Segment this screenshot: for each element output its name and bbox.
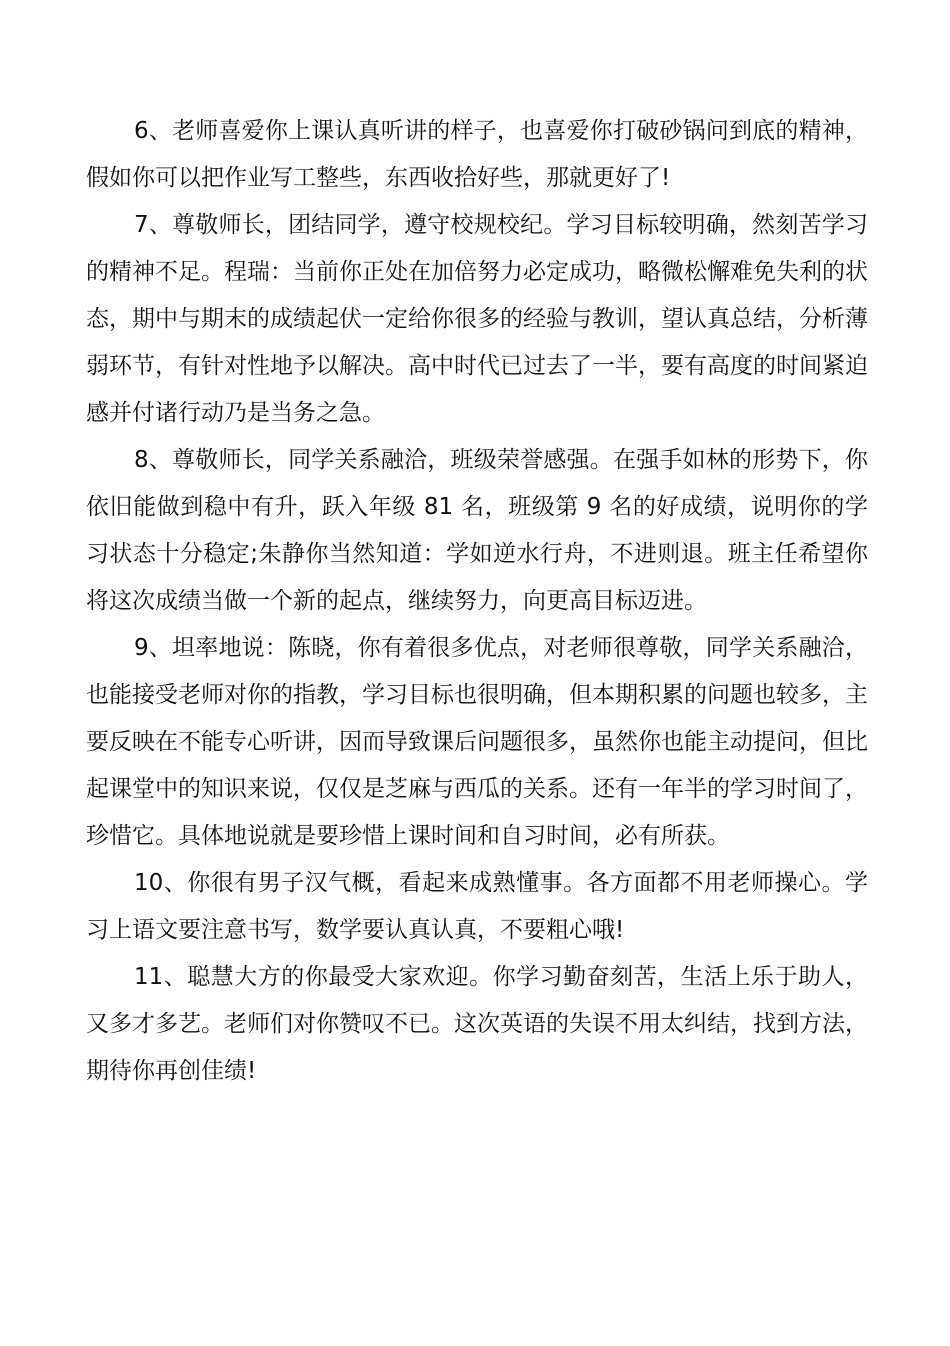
comment-paragraph-6: 6、老师喜爱你上课认真听讲的样子，也喜爱你打破砂锅问到底的精神，假如你可以把作业写工整些，东西收拾好些，那就更好了! (86, 118, 868, 191)
comment-paragraph-8: 8、尊敬师长，同学关系融洽，班级荣誉感强。在强手如林的形势下，你依旧能做到稳中有升，跃入年级 81 名，班级第 9 名的好成绩，说明你的学习状态十分稳定;朱静你当然知道：学如逆水行舟，不进则退。班主任希望你将这次成绩当做一个新的起点，继续努力，向更高目标迈进。 (86, 447, 868, 614)
document-body (86, 108, 868, 1095)
comment-paragraph-7: 7、尊敬师长，团结同学，遵守校规校纪。学习目标较明确，然刻苦学习的精神不足。程瑞：当前你正处在加倍努力必定成功，略微松懈难免失利的状态，期中与期末的成绩起伏一定给你很多的经验与教训，望认真总结，分析薄弱环节，有针对性地予以解决。高中时代已过去了一半，要有高度的时间紧迫感并付诸行动乃是当务之急。 (86, 212, 868, 426)
comment-paragraph-11: 11、聪慧大方的你最受大家欢迎。你学习勤奋刻苦，生活上乐于助人，又多才多艺。老师们对你赞叹不已。这次英语的失误不用太纠结，找到方法，期待你再创佳绩! (86, 964, 868, 1084)
comment-paragraph-9: 9、坦率地说：陈晓，你有着很多优点，对老师很尊敬，同学关系融洽，也能接受老师对你的指教，学习目标也很明确，但本期积累的问题也较多，主要反映在不能专心听讲，因而导致课后问题很多，虽然你也能主动提问，但比起课堂中的知识来说，仅仅是芝麻与西瓜的关系。还有一年半的学习时间了，珍惜它。具体地说就是要珍惜上课时间和自习时间，必有所获。 (86, 635, 868, 849)
comment-paragraph-10: 10、你很有男子汉气概，看起来成熟懂事。各方面都不用老师操心。学习上语文要注意书写，数学要认真认真，不要粗心哦! (86, 870, 868, 943)
